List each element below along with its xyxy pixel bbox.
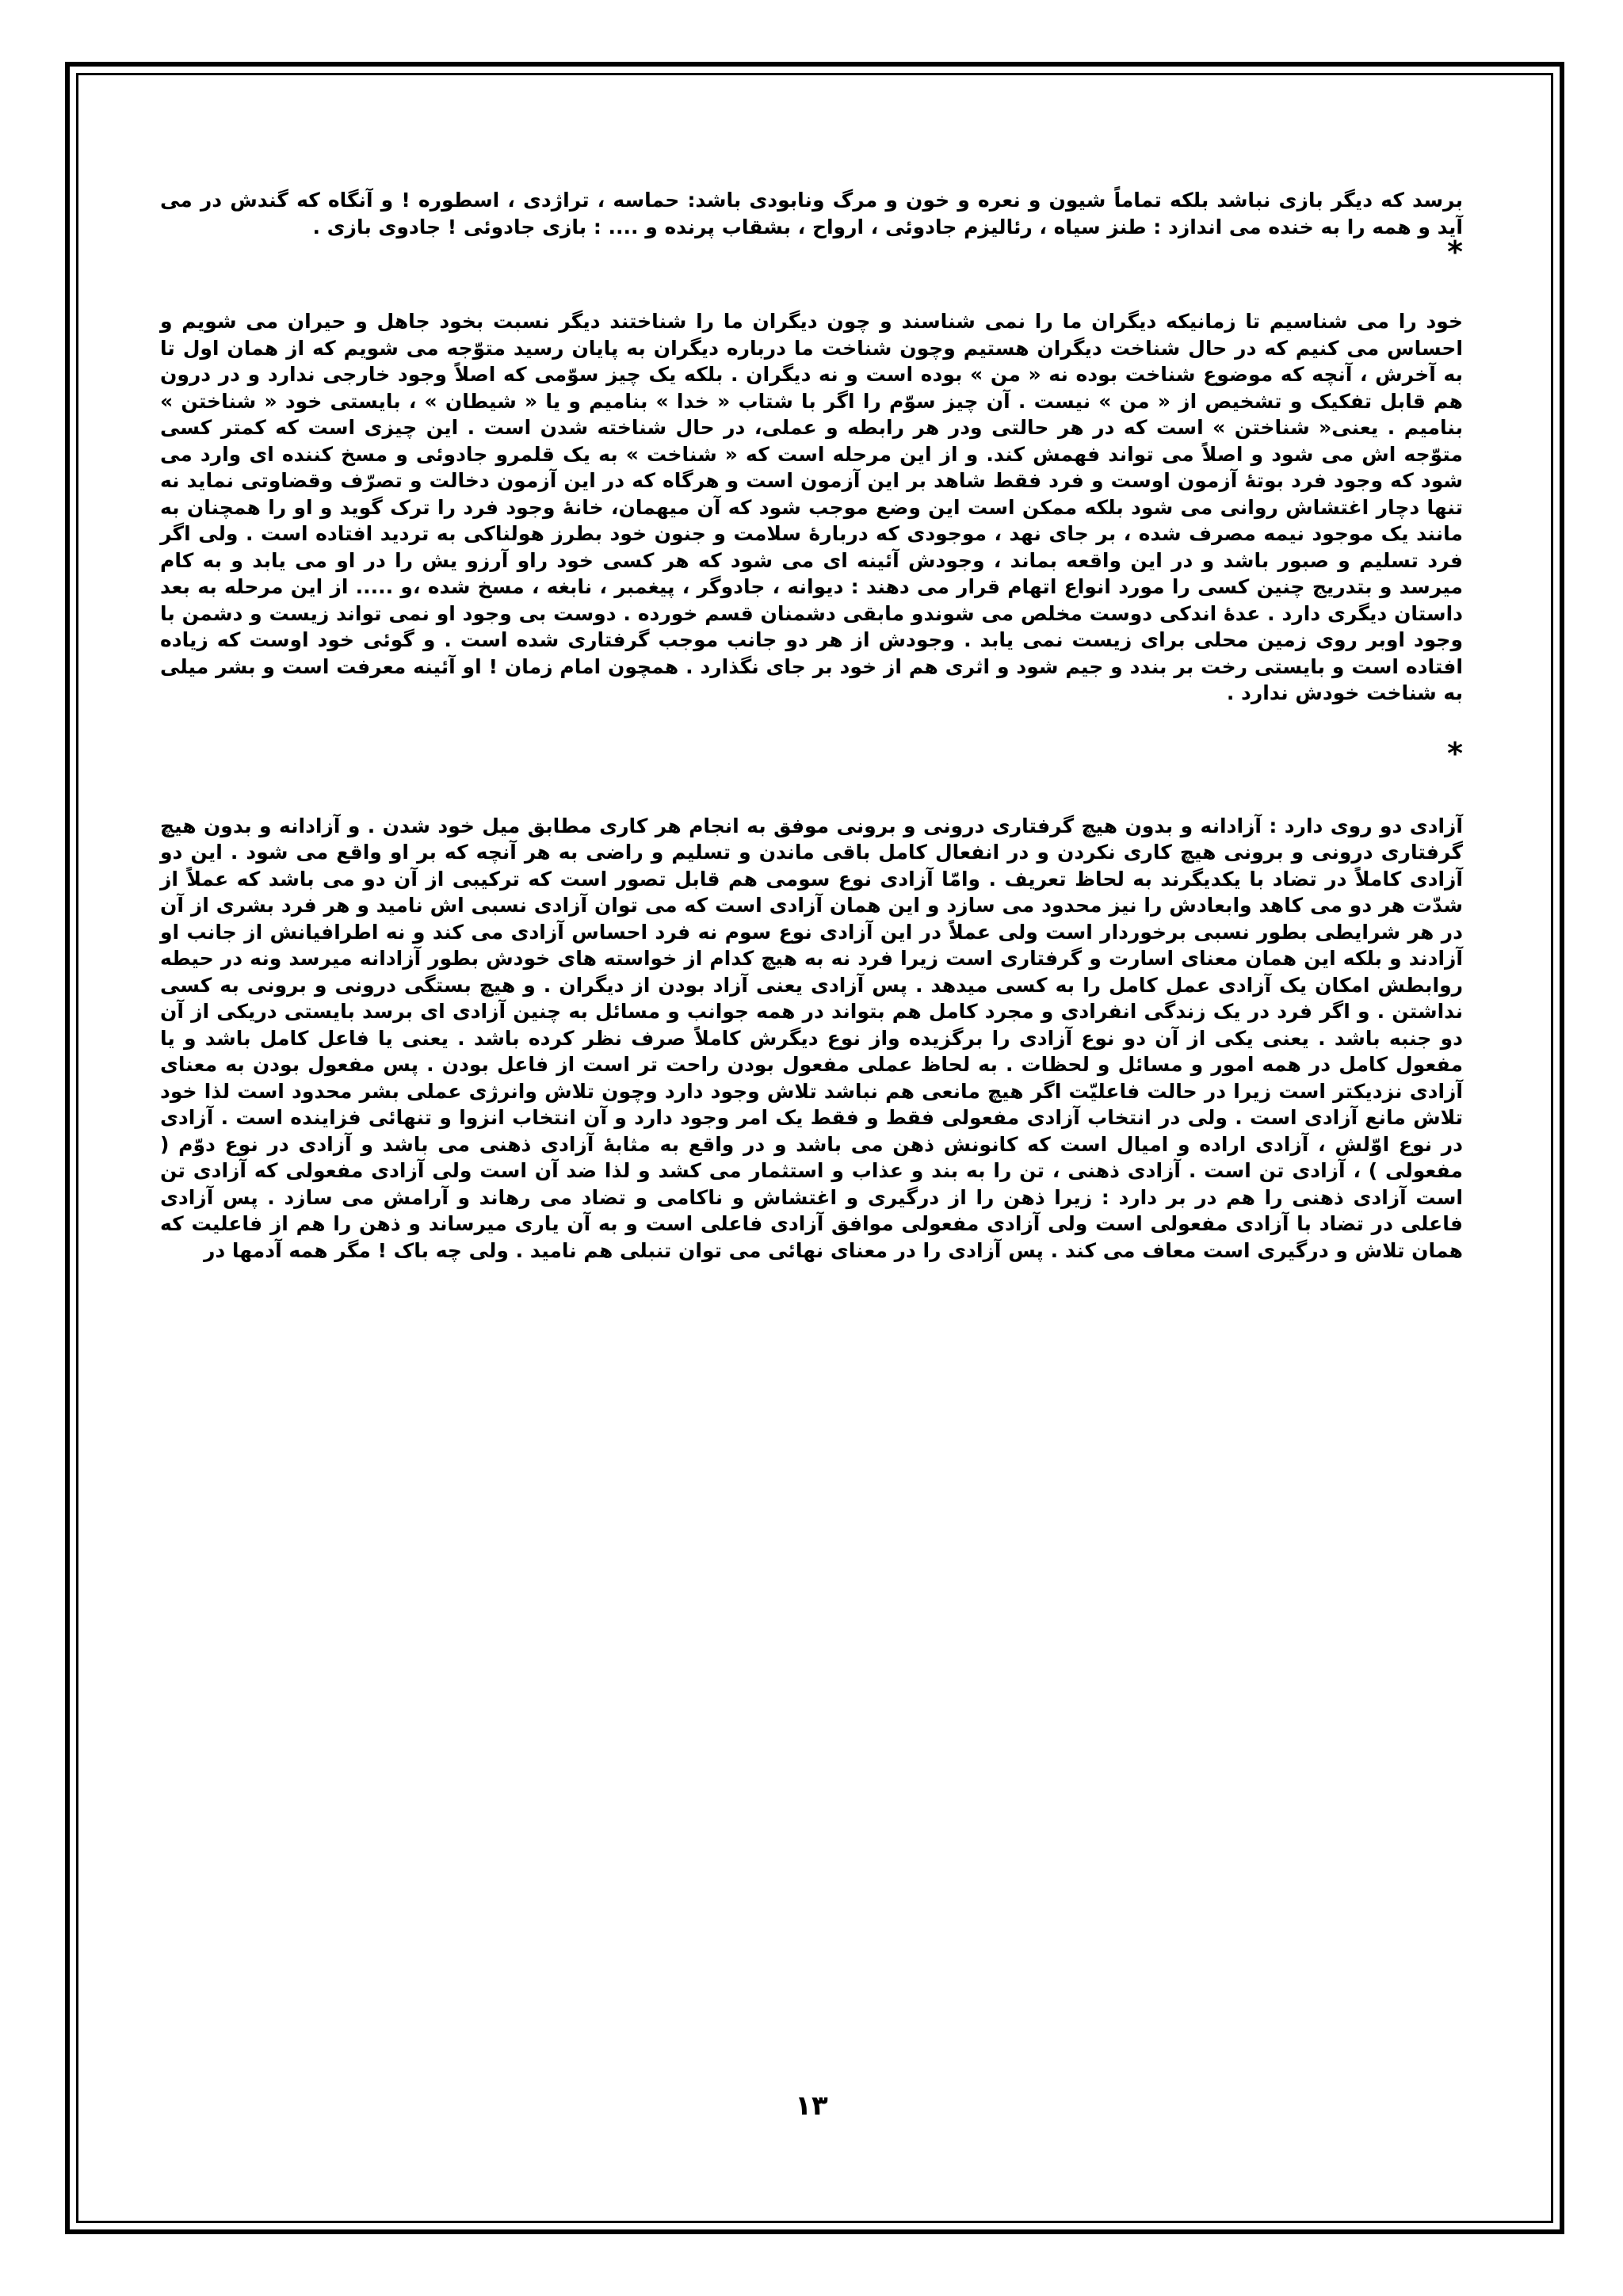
page-number: ١٣ (795, 2090, 828, 2122)
page-body (160, 187, 1463, 1264)
paragraph-2: خود را می شناسیم تا زمانیکه دیگران ما را نمی شناسند و چون دیگران ما را شناختند دیگر نسبت بخود جاهل و حیران می شویم و احساس می کنیم که در حال شناخت دیگران هستیم وچون شناخت ما درباره دیگران به پایان رسید متوّجه می شویم که از همان اول تا به آخرش ، آنچه که موضوع شناخت بوده نه « من » بوده است و نه دیگران . بلکه یک چیز سوّمی که اصلاً وجود خارجی ندارد و در درون هم قابل تفکیک و تشخیص از « من » نیست . آن چیز سوّم را اگر با شتاب « خدا » بنامیم و یا « شیطان » ، بایستی خود « شناختن » بنامیم . یعنی« شناختن » است که در هر حالتی ودر هر رابطه و عملی، در حال شناخته شدن است . این چیزی است که کمتر کسی متوّجه اش می شود و اصلاً می تواند فهمش کند. و از این مرحله است که « شناخت » به یک قلمرو جادوئی و مسخ کننده ای وارد می شود که وجود فرد بوتۀ آزمون اوست و فرد فقط شاهد بر این آزمون است و هرگاه که در این آزمون دخالت و تصرّف وقضاوتی نماید نه تنها دچار اغتشاش روانی می شود بلکه ممکن است این وضع موجب شود که آن میهمان، خانۀ وجود فرد را ترک گوید و او را همچنان به مانند یک موجود نیمه مصرف شده ، بر جای نهد ، موجودی که دربارۀ سلامت و جنون خود بطرز هولناکی به تردید افتاده است . ولی اگر فرد تسلیم و صبور باشد و در این واقعه بماند ، وجودش آئینه ای می شود که هر کسی خود راو آرزو یش را در او می یابد و به کام میرسد و بتدریج چنین کسی را مورد انواع اتهام قرار می دهند : دیوانه ، جادوگر ، پیغمبر ، نابغه ، مسخ شده ،و ..... از این مرحله به بعد داستان دیگری دارد . عدۀ اندکی دوست مخلص می شوندو مابقی دشمنان قسم خورده . دوست بی وجود او نمی تواند زیست و دشمن با وجود اوبر روی زمین محلی برای زیست نمی یابد . وجودش از هر دو جانب موجب گرفتاری شده است . و گوئی خود اوست که زیاده افتاده است و بایستی رخت بر بندد و جیم شود و اثری هم از خود بر جای نگذارد . همچون امام زمان ! او آئینه معرفت است و بشر میلی به شناخت خودش ندارد . (160, 310, 1463, 704)
section-separator-2: * (1447, 735, 1463, 771)
paragraph-1: برسد که دیگر بازی نباشد بلکه تماماً شیون و نعره و خون و مرگ ونابودی باشد: حماسه ، تراژدی ، اسطوره ! و آنگاه که گندش در می آید و همه را به خنده می اندازد : طنز سیاه ، رئالیزم جادوئی ، ارواح ، بشقاب پرنده و .... : بازی جادوئی ! جادوی بازی . (160, 189, 1463, 238)
section-separator-1: * (1447, 235, 1463, 269)
paragraph-3: آزادی دو روی دارد : آزادانه و بدون هیچ گرفتاری درونی و برونی موفق به انجام هر کاری مطابق میل خود شدن . و آزادانه و بدون هیچ گرفتاری درونی و برونی هیچ کاری نکردن و در انفعال کامل باقی ماندن و تسلیم و راضی به هر آنچه که بر او واقع می شود . این دو آزادی کاملاً در تضاد با یکدیگرند به لحاظ تعریف . وامّا آزادی نوع سومی هم قابل تصور است که ترکیبی از آن دو می باشد که عملاً از شدّت هر دو می کاهد وابعادش را نیز محدود می سازد و این همان آزادی است که می توان آزادی نسبی اش نامید و هر فرد بشری از آن در هر شرایطی بطور نسبی برخوردار است ولی عملاً در این آزادی نوع سوم نه فرد احساس آزادی می کند و نه اطرافیانش از جانب او آزادند و بلکه این همان معنای اسارت و گرفتاری است زیرا فرد نه به هیچ کدام از خواسته های خودش بطور آزادانه میرسد ونه در حیطه روابطش امکان یک آزادی عمل کامل را به کسی میدهد . پس آزادی یعنی آزاد بودن از دیگران . و هیچ بستگی درونی و برونی به کسی نداشتن . و اگر فرد در یک زندگی انفرادی و مجرد کامل هم بتواند در همه جوانب و مسائل به چنین آزادی ای برسد بایستی دریکی از آن دو جنبه باشد . یعنی یکی از آن دو نوع آزادی را برگزیده واز نوع دیگرش کاملاً صرف نظر کرده باشد . یعنی یا فاعل کامل باشد و یا مفعول کامل در همه امور و مسائل و لحظات . به لحاظ عملی مفعول بودن راحت تر است از فاعل بودن . پس مفعول بودن به معنای آزادی نزدیکتر است زیرا در حالت فاعلیّت اگر هیچ مانعی هم نباشد تلاش وجود دارد وچون تلاش وانرژی عملی بشر محدود است لذا خود تلاش مانع آزادی است . ولی در انتخاب آزادی مفعولی فقط و فقط یک امر وجود دارد و آن انتخاب انزوا و تنهائی فزاینده است . آزادی در نوع اوّلش ، آزادی اراده و امیال است که کانونش ذهن می باشد و در واقع به مثابۀ آزادی ذهنی می باشد و آزادی در نوع دوّم ( مفعولی ) ، آزادی تن است . آزادی ذهنی ، تن را به بند و عذاب و استثمار می کشد و لذا ضد آن است ولی آزادی مفعولی که آزادی تن است آزادی ذهنی را هم در بر دارد : زیرا ذهن را از درگیری و اغتشاش و ناکامی و تضاد می رهاند و آرامش می سازد . پس آزادی فاعلی در تضاد با آزادی مفعولی است ولی آزادی مفعولی موافق آزادی فاعلی است و به آن یاری میرساند و ذهن را هم از فاعلیت که همان تلاش و درگیری است معاف می کند . پس آزادی را در معنای نهائی می توان تنبلی هم نامید . ولی چه باک ! مگر همه آدمها در (160, 814, 1463, 1262)
